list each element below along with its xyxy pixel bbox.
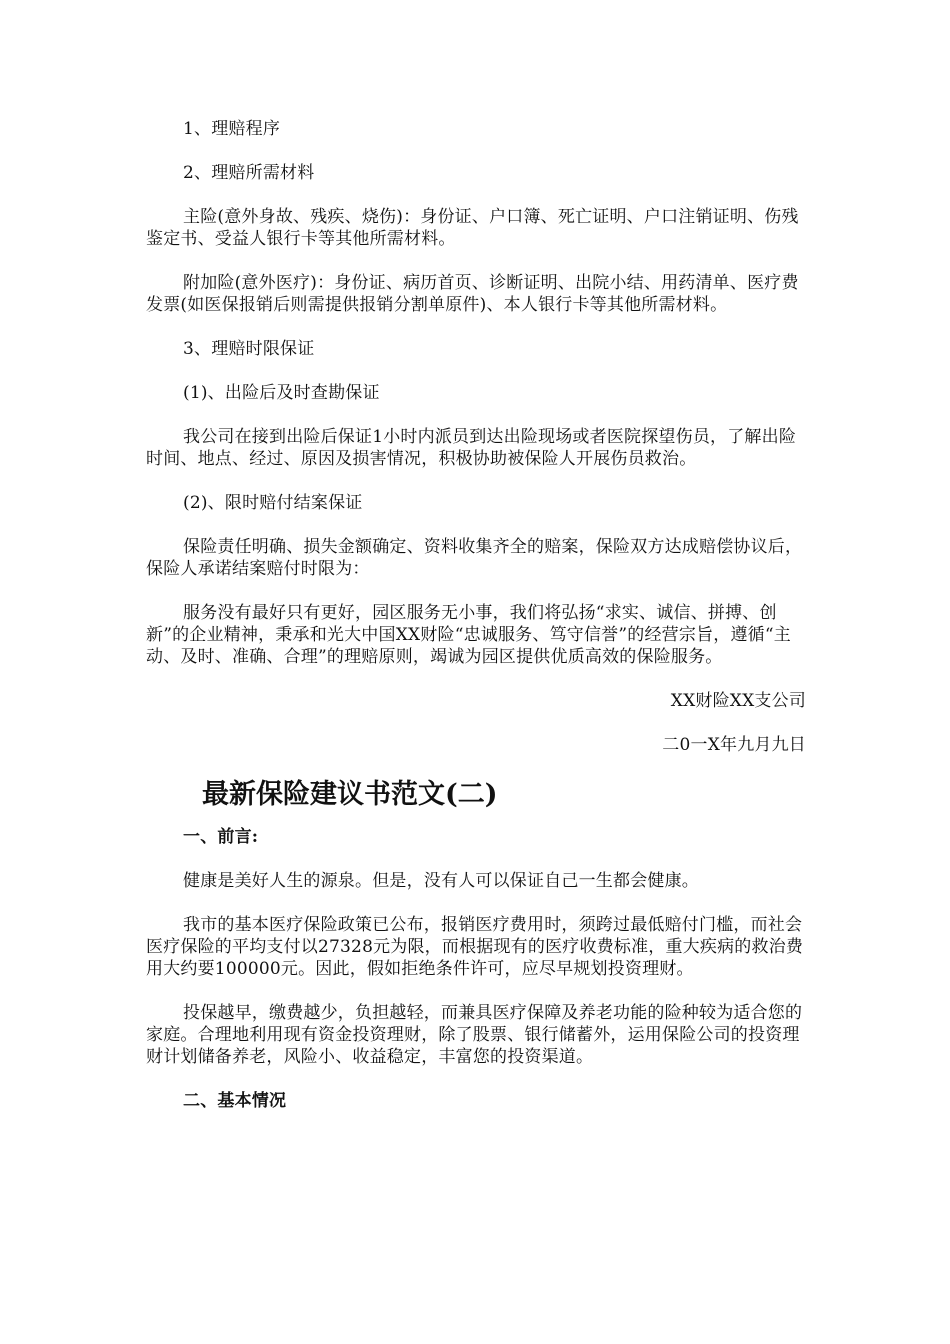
item-claims-time-guarantee: 3、理赔时限保证 — [183, 339, 315, 359]
document-title: 最新保险建议书范文(二) — [202, 779, 498, 810]
preface-paragraph-2: 我市的基本医疗保险政策已公布，报销医疗费用时，须跨过最低赔付门槛，而社会医疗保险的平均支付以27328元为限，而根据现有的医疗收费标准，重大疾病的救治费用大约要100000元。因此，假如拒绝条件许可，应尽早规划投资理财。 — [146, 915, 804, 979]
document-page — [146, 0, 806, 1112]
sub-item-survey-guarantee: (1)、出险后及时查勘保证 — [183, 383, 380, 403]
signature-company: XX财险XX支公司 — [670, 691, 806, 711]
survey-guarantee-paragraph: 我公司在接到出险后保证1小时内派员到达出险现场或者医院探望伤员，了解出险时间、地点、经过、原因及损害情况，积极协助被保险人开展伤员救治。 — [146, 427, 797, 469]
item-claims-procedure: 1、理赔程序 — [183, 119, 281, 139]
sub-item-settlement-guarantee: (2)、限时赔付结案保证 — [183, 493, 363, 513]
preface-paragraph-1: 健康是美好人生的源泉。但是，没有人可以保证自己一生都会健康。 — [183, 871, 699, 891]
heading-basic-info: 二、基本情况 — [183, 1091, 287, 1111]
closing-paragraph: 服务没有最好只有更好，园区服务无小事，我们将弘扬“求实、诚信、拼搏、创新”的企业精神，秉承和光大中国XX财险“忠诚服务、笃守信誉”的经营宗旨，遵循“主动、及时、准确、合理”的理赔原则，竭诚为园区提供优质高效的保险服务。 — [146, 603, 791, 667]
settlement-guarantee-paragraph: 保险责任明确、损失金额确定、资料收集齐全的赔案，保险双方达成赔偿协议后，保险人承诺结案赔付时限为： — [146, 537, 803, 579]
additional-insurance-paragraph: 附加险(意外医疗)：身份证、病历首页、诊断证明、出院小结、用药清单、医疗费发票(如医保报销后则需提供报销分割单原件)、本人银行卡等其他所需材料。 — [146, 273, 799, 315]
signature-date: 二0一X年九月九日 — [662, 735, 806, 755]
preface-paragraph-3: 投保越早，缴费越少，负担越轻，而兼具医疗保障及养老功能的险种较为适合您的家庭。合理地利用现有资金投资理财，除了股票、银行储蓄外，运用保险公司的投资理财计划储备养老，风险小、收益稳定，丰富您的投资渠道。 — [146, 1003, 803, 1067]
item-claims-materials: 2、理赔所需材料 — [183, 163, 315, 183]
main-insurance-paragraph: 主险(意外身故、残疾、烧伤)：身份证、户口簿、死亡证明、户口注销证明、伤残鉴定书、受益人银行卡等其他所需材料。 — [146, 207, 799, 249]
heading-preface: 一、前言: — [183, 827, 259, 847]
